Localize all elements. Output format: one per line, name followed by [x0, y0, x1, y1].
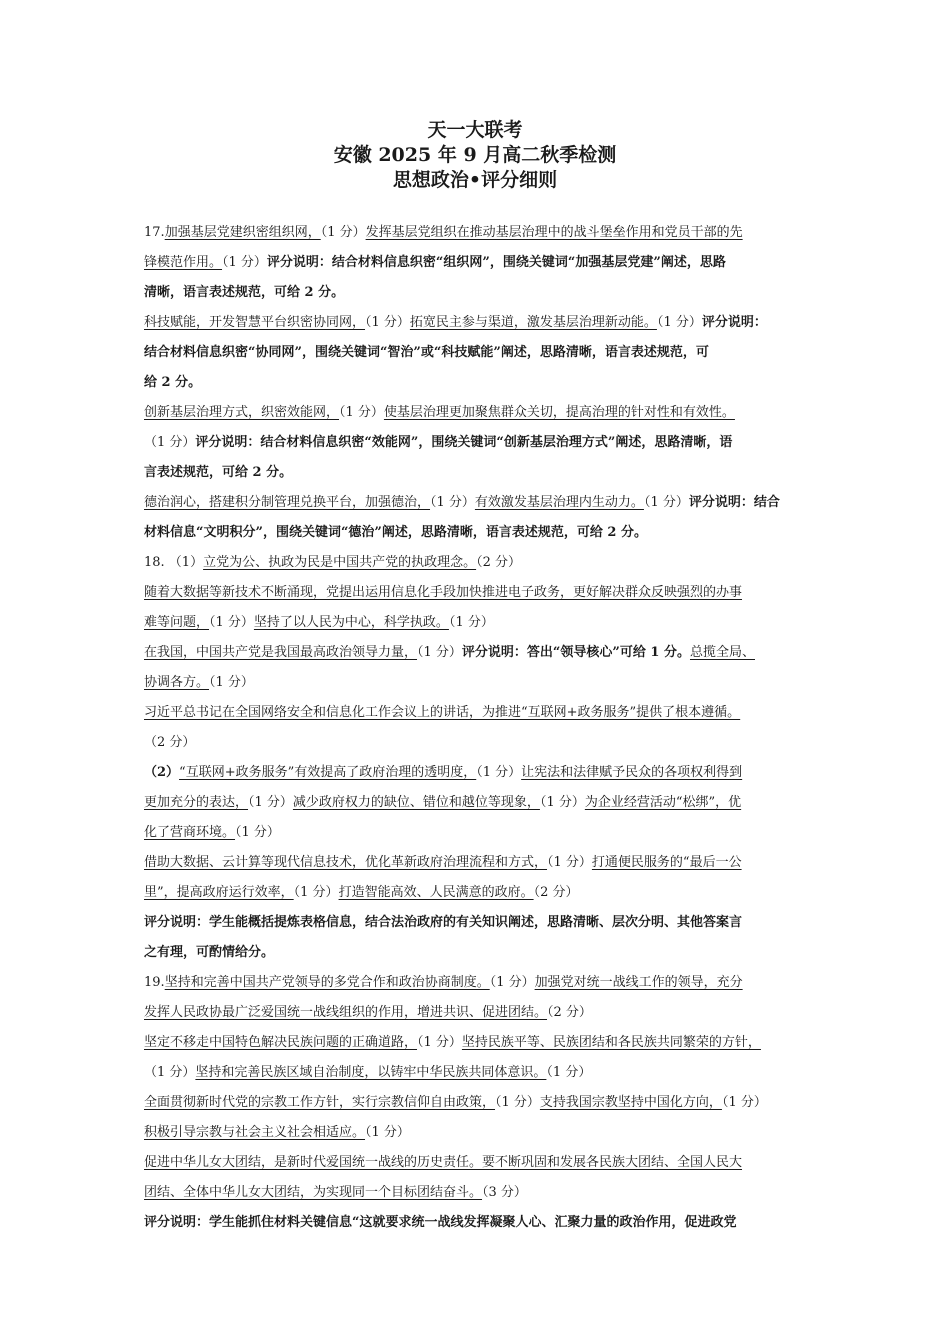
key-point-text: 坚持了以人民为中心，科学执政。 — [253, 615, 449, 630]
text-line — [144, 938, 808, 968]
document-header — [0, 118, 950, 193]
score-text: （1 分） — [365, 315, 410, 330]
score-text: 18. （1） — [144, 555, 204, 570]
key-point-text: 坚持民族平等、民族团结和各民族共同繁荣的方针， — [461, 1035, 761, 1050]
score-text: （1 分） — [293, 885, 339, 900]
scoring-note-text: 评分说明：学生能概括提炼表格信息，结合法治政府的有关知识阐述，思路清晰、层次分明、其他答案言 — [144, 915, 743, 930]
scoring-note-text: 评分说明：学生能抓住材料关键信息“这就要求统一战线发挥凝聚人心、汇聚力量的政治作用，促进政党 — [144, 1215, 737, 1230]
score-text: （2 分） — [476, 555, 521, 570]
text-line — [144, 968, 808, 998]
text-line — [144, 1088, 808, 1118]
key-point-text: 加强基层党建织密组织网， — [164, 225, 321, 240]
text-line — [144, 668, 808, 698]
text-line — [144, 698, 808, 728]
text-line — [144, 608, 808, 638]
text-line — [144, 338, 808, 368]
key-point-text: 更加充分的表达， — [144, 795, 249, 810]
key-point-text: 坚持和完善民族区域自治制度，以铸牢中华民族共同体意识。 — [195, 1065, 547, 1080]
text-line — [144, 428, 808, 458]
grading-rules-body — [144, 218, 808, 1238]
scoring-note-text: 评分说明：结合材料信息织密“效能网”，围绕关键词“创新基层治理方式”阐述，思路清晰，语 — [195, 435, 733, 450]
score-text: （2 分） — [144, 735, 196, 750]
text-line — [144, 908, 808, 938]
score-text: （1 分） — [546, 1065, 592, 1080]
score-text: （1 分） — [721, 1095, 767, 1110]
scoring-note-text: 评分说明： — [701, 315, 767, 330]
score-text: （1 分） — [476, 765, 522, 780]
score-text: （1 分） — [209, 615, 254, 630]
key-point-text: 坚持和完善中国共产党领导的多党合作和政治协商制度。 — [164, 975, 490, 990]
key-point-text: 加强党对统一战线工作的领导，充分 — [534, 975, 743, 990]
key-point-text: 总揽全局、 — [689, 645, 755, 660]
key-point-text: 随着大数据等新技术不断涌现，党提出运用信息化手段加快推进电子政务，更好解决群众反映强烈的办事 — [144, 585, 743, 600]
scoring-note-text: 评分说明：结合材料信息织密“组织网”，围绕关键词“加强基层党建”阐述，思路 — [266, 255, 726, 270]
score-text: （1 分） — [489, 975, 535, 990]
key-point-text: 打通便民服务的“最后一公 — [591, 855, 742, 870]
key-point-text: 创新基层治理方式，织密效能网， — [144, 405, 340, 420]
text-line — [144, 308, 808, 338]
key-point-text: 难等问题， — [144, 615, 210, 630]
scoring-note-text: （2） — [144, 765, 180, 780]
key-point-text: 习近平总书记在全国网络安全和信息化工作会议上的讲话，为推进“互联网+政务服务”提供了根本遵循。 — [144, 705, 741, 720]
text-line — [144, 758, 808, 788]
key-point-text: 德治润心，搭建积分制管理兑换平台，加强德治， — [144, 495, 431, 510]
key-point-text: 支持我国宗教坚持中国化方向， — [539, 1095, 722, 1110]
exam-name-title: 安徽 2025 年 9 月高二秋季检测 — [333, 144, 617, 166]
text-line — [144, 1118, 808, 1148]
key-point-text: 打造智能高效、人民满意的政府。 — [338, 885, 534, 900]
text-line — [144, 1148, 808, 1178]
score-text: （2 分） — [533, 885, 579, 900]
key-point-text: 借助大数据、云计算等现代信息技术，优化革新政府治理流程和方式， — [144, 855, 548, 870]
key-point-text: 积极引导宗教与社会主义社会相适应。 — [144, 1125, 366, 1140]
score-text: （1 分） — [248, 795, 293, 810]
scoring-note-text: 结合材料信息织密“协同网”，围绕关键词“智治”或“科技赋能”阐述，思路清晰，语言表述规范，可 — [144, 345, 709, 360]
score-text: （1 分） — [222, 255, 267, 270]
text-line — [144, 848, 808, 878]
key-point-text: 化了营商环境。 — [144, 825, 236, 840]
text-line — [144, 368, 808, 398]
key-point-text: 让宪法和法律赋予民众的各项权利得到 — [521, 765, 743, 780]
score-text: 19. — [144, 975, 165, 990]
score-text: （1 分） — [365, 1125, 410, 1140]
score-text: （1 分） — [547, 855, 592, 870]
key-point-text: 减少政府权力的缺位、错位和越位等现象， — [292, 795, 540, 810]
text-line — [144, 878, 808, 908]
text-line — [144, 638, 808, 668]
scoring-note-text: 言表述规范，可给 2 分。 — [144, 465, 293, 480]
text-line — [144, 488, 808, 518]
score-text: （1 分） — [235, 825, 280, 840]
score-text: （2 分） — [547, 1005, 592, 1020]
text-line — [144, 458, 808, 488]
key-point-text: 锋模范作用。 — [144, 255, 223, 270]
score-text: （1 分） — [339, 405, 384, 420]
score-text: （1 分） — [539, 795, 585, 810]
exam-org-title: 天一大联考 — [427, 119, 523, 141]
key-point-text: 团结、全体中华儿女大团结，为实现同一个目标团结奋斗。 — [144, 1185, 483, 1200]
text-line — [144, 248, 808, 278]
key-point-text: 有效激发基层治理内生动力。 — [474, 495, 644, 510]
score-text: （1 分） — [448, 615, 494, 630]
score-text: （1 分） — [430, 495, 475, 510]
text-line — [144, 998, 808, 1028]
text-line — [144, 1178, 808, 1208]
score-text: （1 分） — [144, 1065, 196, 1080]
score-text: （1 分） — [643, 495, 689, 510]
text-line — [144, 788, 808, 818]
text-line — [144, 1208, 808, 1238]
scoring-note-text: 评分说明：答出“领导核心”可给 1 分。 — [461, 645, 690, 660]
text-line — [144, 1058, 808, 1088]
key-point-text: 发挥人民政协最广泛爱国统一战线组织的作用，增进共识、促进团结。 — [144, 1005, 548, 1020]
text-line — [144, 1028, 808, 1058]
key-point-text: 全面贯彻新时代党的宗教工作方针，实行宗教信仰自由政策， — [144, 1095, 496, 1110]
key-point-text: 促进中华儿女大团结，是新时代爱国统一战线的历史责任。要不断巩固和发展各民族大团结、全国人民大 — [144, 1155, 743, 1170]
score-text: （1 分） — [417, 1035, 462, 1050]
key-point-text: 立党为公、执政为民是中国共产党的执政理念。 — [203, 555, 477, 570]
score-text: （3 分） — [482, 1185, 527, 1200]
score-text: （1 分） — [417, 645, 462, 660]
scoring-note-text: 给 2 分。 — [144, 375, 202, 390]
scoring-note-text: 评分说明：结合 — [688, 495, 780, 510]
score-text: 17. — [144, 225, 165, 240]
score-text: （1 分） — [209, 675, 254, 690]
text-line — [144, 518, 808, 548]
text-line — [144, 728, 808, 758]
key-point-text: 使基层治理更加聚焦群众关切，提高治理的针对性和有效性。 — [383, 405, 735, 420]
subject-title: 思想政治•评分细则 — [392, 169, 558, 191]
text-line — [144, 218, 808, 248]
score-text: （1 分） — [656, 315, 702, 330]
key-point-text: 坚定不移走中国特色解决民族问题的正确道路， — [144, 1035, 418, 1050]
scoring-note-text: 材料信息“文明积分”，围绕关键词“德治”阐述，思路清晰，语言表述规范，可给 2 分。 — [144, 525, 648, 540]
key-point-text: 发挥基层党组织在推动基层治理中的战斗堡垒作用和党员干部的先 — [365, 225, 743, 240]
key-point-text: “互联网+政务服务”有效提高了政府治理的透明度， — [179, 765, 477, 780]
key-point-text: 协调各方。 — [144, 675, 210, 690]
text-line — [144, 548, 808, 578]
text-line — [144, 398, 808, 428]
text-line — [144, 578, 808, 608]
text-line — [144, 818, 808, 848]
score-text: （1 分） — [320, 225, 366, 240]
key-point-text: 里”，提高政府运行效率， — [144, 885, 294, 900]
key-point-text: 在我国，中国共产党是我国最高政治领导力量， — [144, 645, 418, 660]
scoring-note-text: 清晰，语言表述规范，可给 2 分。 — [144, 285, 345, 300]
key-point-text: 为企业经营活动“松绑”，优 — [584, 795, 742, 810]
key-point-text: 拓宽民主参与渠道，激发基层治理新动能。 — [409, 315, 657, 330]
score-text: （1 分） — [495, 1095, 540, 1110]
scoring-note-text: 之有理，可酌情给分。 — [144, 945, 275, 960]
text-line — [144, 278, 808, 308]
key-point-text: 科技赋能，开发智慧平台织密协同网， — [144, 315, 366, 330]
score-text: （1 分） — [144, 435, 196, 450]
